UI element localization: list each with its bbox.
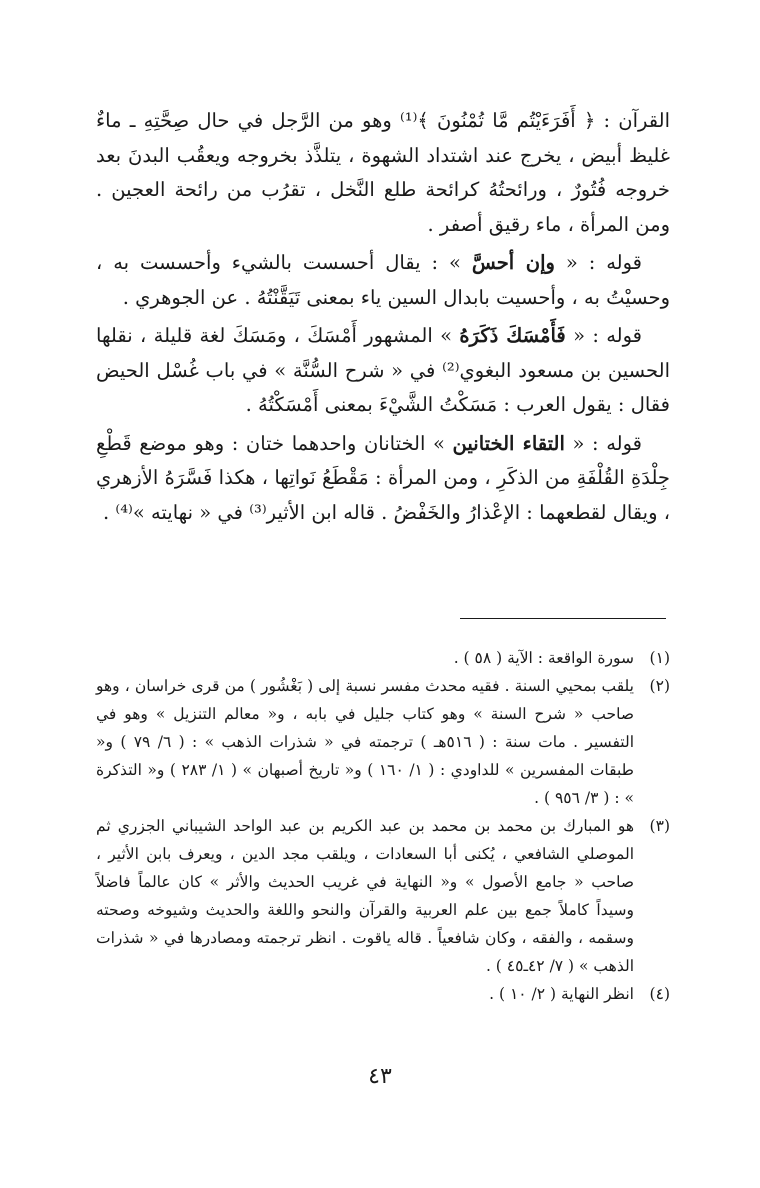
footnotes	[96, 644, 670, 1008]
footnote-number: (٣)	[649, 817, 670, 835]
footnote-text: يلقب بمحيي السنة . فقيه محدث مفسر نسبة إلى ( بَغْشُور ) من قرى خراسان ، وهو صاحب « شرح السنة » وهو كتاب جليل في بابه ، و« معالم التنزيل » وهو في التفسير . مات سنة : ( ٥١٦هـ ) ترجمته في « شذرات الذهب » : ( ٦/ ٧٩ ) و« طبقات المفسرين » للداودي : ( ١/ ١٦٠ ) و« تاريخ أصبهان » ( ١/ ٢٨٣ ) و« التذكرة » : ( ٣/ ٩٥٦ ) .	[96, 677, 635, 807]
paragraph-iltiqa-alkhitanayn	[96, 427, 670, 531]
footnote	[96, 644, 670, 672]
paragraph-body: » المشهور أَمْسَكَ ، ومَسَكَ لغة قليلة ، نقلها الحسين بن مسعود البغوي⁽²⁾ في « شرح السُّنَّة » في باب غُسْل الحيض فقال : يقول العرب : مَسَكْتُ الشَّيْءَ بمعنى أَمْسَكْتُهُ .	[96, 324, 670, 416]
paragraph-prefix: قوله : «	[554, 251, 642, 274]
footnote-text: انظر النهاية ( ٢/ ١٠ ) .	[489, 985, 634, 1003]
paragraph-amsaka-dhakarahu	[96, 319, 670, 423]
paragraph-prefix: قوله : «	[565, 324, 643, 347]
footnote-text: سورة الواقعة : الآية ( ٥٨ ) .	[453, 649, 634, 667]
quoted-term: التقاء الختانين	[452, 431, 565, 455]
footnote-number: (١)	[649, 649, 670, 667]
footnote	[96, 980, 670, 1008]
footnote	[96, 672, 670, 812]
paragraph-body: » الختانان واحدهما ختان : وهو موضع قَطْعِ جِلْدَةِ القُلْفَةِ من الذكَرِ ، ومن المرأة : مَقْطَعُ نَواتِها ، هكذا فَسَّرَهُ الأزهري ، ويقال لقطعهما : الإعْذارُ والخَفْضُ . قاله ابن الأثير⁽³⁾ في « نهايته »⁽⁴⁾ .	[96, 431, 670, 524]
footnote-number: (٢)	[649, 677, 670, 695]
paragraph-prefix: قوله : «	[564, 431, 642, 455]
footnote-divider	[460, 618, 666, 619]
quoted-term: وإن أحسَّ	[471, 251, 555, 274]
paragraph-quran-verse: القرآن : ﴿ أَفَرَءَيْتُم مَّا تُمْنُونَ ﴾⁽¹⁾ وهو من الرَّجل في حال صِحَّتِهِ ـ ماءٌ غليظ أبيض ، يخرج عند اشتداد الشهوة ، يتلذَّذ بخروجه ويعقُب البدنَ بعد خروجه فُتُورٌ ، ورائحتُهُ كرائحة طلع النَّخل ، تقرُب من رائحة العجين . ومن المرأة ، ماء رقيق أصفر .	[96, 109, 671, 236]
footnote	[96, 812, 670, 980]
footnote-text: هو المبارك بن محمد بن محمد بن عبد الكريم بن عبد الواحد الشيباني الجزري ثم الموصلي الشافعي ، يُكنى أبا السعادات ، ويلقب مجد الدين ، ويعرف بابن الأثير ، صاحب « جامع الأصول » و« النهاية في غريب الحديث والأثر » كان عالماً فاضلاً وسيداً كاملاً جمع بين علم العربية والقرآن والنحو واللغة والحديث وشيوخه وصحته وسقمه ، والفقه ، وكان شافعياً . قاله ياقوت . انظر ترجمته ومصادرها في « شذرات الذهب » ( ٧/ ٤٢ـ٤٥ ) .	[96, 817, 634, 975]
main-text	[96, 104, 670, 530]
footnote-number: (٤)	[649, 985, 670, 1003]
paragraph-body: » : يقال أحسست بالشيء وأحسست به ، وحسيْتُ به ، وأحسيت بابدال السين ياء بمعنى تَيَقَّنْتُهُ . عن الجوهري .	[96, 251, 670, 309]
page-number: ٤٣	[368, 1064, 392, 1089]
paragraph-wa-in-ahassa	[96, 246, 670, 315]
quoted-term: فَأَمْسَكَ ذَكَرَهُ	[459, 324, 566, 347]
